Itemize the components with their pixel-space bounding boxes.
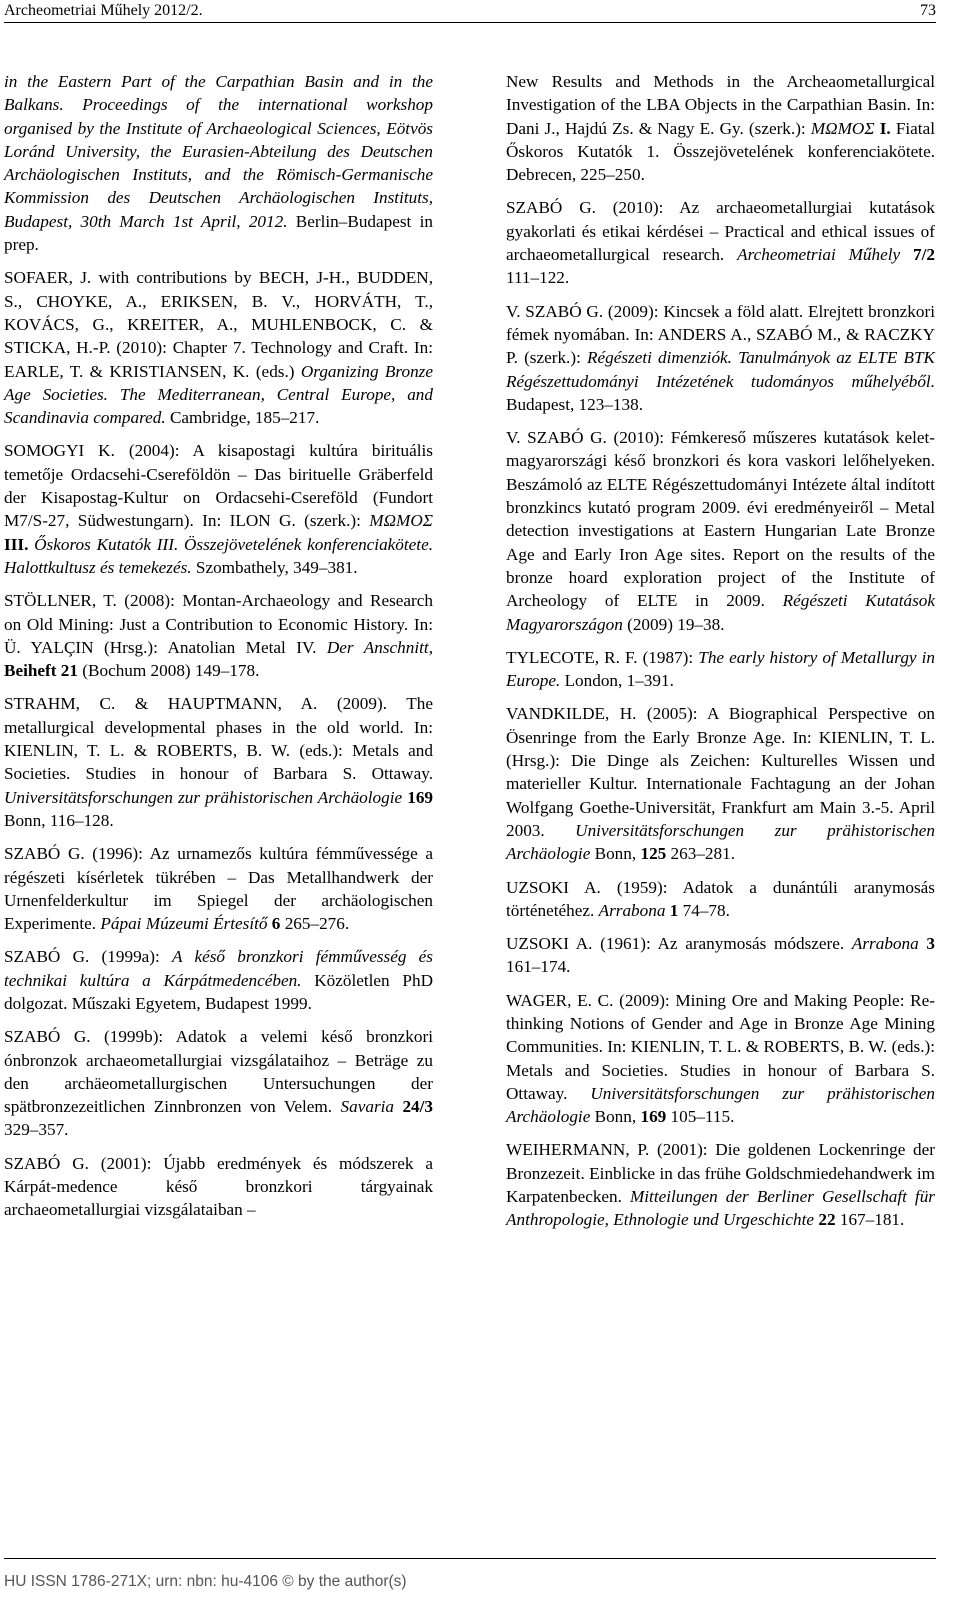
reference-text: Közöletlen PhD dolgozat. Műszaki Egyetem, Budapest 1999. (4, 970, 433, 1013)
reference-entry (506, 989, 935, 1129)
reference-text: Bonn, (590, 844, 641, 864)
reference-text: SOMOGYI K. (2004): A kisapostagi kultúra birituális temetője Ordacsehi-Csereföldön – Das birituelle Gräberfeld der Kisapostag-Kultur on Ordacsehi-Csereföld (Fundort M7/S-27, Südwestungarn). In: ILON G. (szerk.): (4, 441, 433, 531)
page-header (4, 0, 936, 23)
reference-text: The early history of Metallurgy in Europe. (506, 647, 936, 691)
page-footer (4, 1558, 936, 1599)
reference-entry (506, 196, 935, 289)
reference-text: A késő bronzkori fémművesség és technikai kultúra a Kárpátmedencében. (4, 947, 433, 990)
reference-entry (4, 945, 433, 1015)
references-column-left (4, 70, 433, 1232)
reference-text: ΜΩΜΟΣ (810, 118, 875, 138)
reference-text (900, 245, 913, 264)
reference-text: Bonn, (590, 1107, 641, 1127)
references-column-right (506, 70, 935, 1242)
reference-text: Universitätsforschungen zur prähistorischen Archäologie (506, 1083, 935, 1127)
reference-entry (506, 876, 935, 923)
reference-text: Archeometriai Műhely (737, 245, 901, 265)
reference-entry (506, 1138, 935, 1231)
reference-text: STÖLLNER, T. (2008): Montan-Archaeology and Research on Old Mining: Just a Contribution to Economic History. In: Ü. YALÇIN (Hrsg.): Anatolian Metal IV. (4, 591, 433, 657)
reference-entry (4, 842, 433, 935)
reference-text: Organizing Bronze Age Societies. The Mediterranean, Central Europe, and Scandinavia compared. (4, 361, 433, 428)
reference-text: V. SZABÓ G. (2010): Fémkereső műszeres kutatások kelet-magyarországi késő bronzkori és kora vaskori lelőhelyeken. Beszámoló az ELTE Régészettudományi Intézete által indított bronzkincs kutató program 2009. évi eredményeiről – Metal detection investigations at Eastern Hungarian Late Bronze Age and Early Iron Age sites. Report on the results of the bronze hoard exploration project of the Institute of Archeology of ELTE in 2009. (506, 428, 935, 611)
reference-text: 3 (926, 934, 935, 954)
reference-text: SOFAER, J. with contributions by BECH, J-H., BUDDEN, S., CHOYKE, A., ERIKSEN, B. V., HORVÁTH, T., KOVÁCS, G., KREITER, A., MUHLENBOCK, C. & STICKA, H.-P. (2010): Chapter 7. Technology and Craft. In: EARLE, T. & KRISTIANSEN, K. (eds.) (4, 268, 433, 381)
reference-text: TYLECOTE, R. F. (1987): (506, 647, 699, 667)
reference-text: 6 (271, 914, 281, 934)
reference-entry (4, 70, 433, 256)
reference-text: 169 (407, 787, 434, 807)
reference-entry (4, 1025, 433, 1141)
reference-text: 125 (640, 844, 667, 864)
reference-text: WEIHERMANN, P. (2001): Die goldenen Lockenringe der Bronzezeit. Einblicke in das frühe Goldschmiedehandwerk im Karpatenbecken. (506, 1140, 935, 1207)
reference-text: 74–78. (678, 900, 730, 920)
reference-text: VANDKILDE, H. (2005): A Biographical Perspective on Ösenringe from the Early Bronze Age. In: KIENLIN, T. L. (Hrsg.): Die Dinge als Zeichen: Kulturelles Wissen und materieller Kultur. Internationale Fachtagung an der Johan Wolfgang Goethe-Universität, Frankfurt am Main 3.-5. April 2003. (506, 704, 935, 840)
reference-entry (4, 589, 433, 682)
reference-text: V. SZABÓ G. (2009): Kincsek a föld alatt. Elrejtett bronzkori fémek nyomában. In: ANDERS A., SZABÓ M., & RACZKY P. (szerk.): (506, 301, 935, 368)
page-number: 73 (920, 2, 936, 19)
reference-text: 329–357. (4, 1120, 69, 1140)
reference-entry (4, 266, 433, 429)
reference-text: Szombathely, 349–381. (191, 557, 358, 577)
reference-text: SZABÓ G. (1996): Az urnamezős kultúra fémművessége a régészeti kísérletek tükrében – Das Metallhandwerk der Urnenfelderkultur im Spiegel der archäologischen Experimente. (4, 844, 433, 934)
reference-entry (506, 70, 935, 186)
reference-text: 265–276. (280, 914, 350, 934)
reference-text: 24/3 (402, 1097, 434, 1117)
reference-text: Universitätsforschungen zur prähistorischen Archäologie (506, 820, 935, 864)
reference-entry (506, 702, 935, 865)
reference-text: Savaria (340, 1097, 394, 1117)
reference-text: 1 (669, 900, 679, 920)
reference-text: 167–181. (835, 1210, 905, 1230)
reference-text: SZABÓ G. (2001): Újabb eredmények és módszerek a Kárpát-medence késő bronzkori tárgyainak archaeometallurgiai vizsgálataiban – (4, 1153, 433, 1220)
reference-text: Arrabona (598, 900, 666, 920)
reference-text: Őskoros Kutatók III. Összejövetelének konferenciakötete. Halottkultusz és temekezés. (4, 534, 433, 577)
reference-text: 161–174. (506, 957, 571, 977)
reference-text: SZABÓ G. (1999a): (4, 947, 173, 967)
reference-entry (506, 646, 935, 693)
reference-text: STRAHM, C. & HAUPTMANN, A. (2009). The metallurgical developmental phases in the old world. In: KIENLIN, T. L. & ROBERTS, B. W. (eds.): Metals and Societies. Studies in honour of Barbara S. Ottaway. (4, 694, 433, 784)
reference-entry (506, 426, 935, 636)
issn-footer: HU ISSN 1786-271X; urn: nbn: hu-4106 © by the author(s) (4, 1573, 407, 1590)
reference-text: Universitätsforschungen zur prähistorischen Archäologie (4, 787, 403, 807)
reference-text: , (428, 637, 433, 657)
reference-text: I. (874, 118, 891, 138)
reference-text: 263–281. (666, 844, 735, 864)
reference-text: Berlin–Budapest in prep. (4, 211, 433, 255)
reference-text: 7/2 (913, 245, 936, 265)
reference-text: Régészeti Kutatások Magyarországon (506, 591, 935, 634)
reference-text: SZABÓ G. (2010): Az archaeometallurgiai kutatások gyakorlati és etikai kérdései – Practical and ethical issues of archaeometallurgical research. (506, 198, 935, 265)
reference-text: Fiatal Őskoros Kutatók 1. Összejövetelének konferenciakötete. Debrecen, 225–250. (506, 118, 935, 185)
reference-text: UZSOKI A. (1959): Adatok a dunántúli aranymosás történetéhez. (506, 877, 935, 920)
reference-text: 111–122. (506, 268, 570, 288)
reference-text: (2009) 19–38. (622, 614, 725, 634)
reference-text: WAGER, E. C. (2009): Mining Ore and Making People: Re-thinking Notions of Gender and Age in Bronze Age Mining Communities. In: KIENLIN, T. L. & ROBERTS, B. W. (eds.): Metals and Societies. Studies in honour of Barbara S. Ottaway. (506, 990, 935, 1103)
reference-text: 105–115. (666, 1107, 735, 1127)
reference-text: Arrabona (851, 934, 919, 954)
reference-text: Bonn, 116–128. (4, 810, 114, 830)
reference-text: in the Eastern Part of the Carpathian Basin and in the Balkans. Proceedings of the international workshop organised by the Institute of Archaeological Sciences, Eötvös Loránd University, the Eurasien-Abteilung des Deutschen Archäologischen Instituts, and the Römisch-Germanische Kommission des Deutschen Archäologischen Instituts, Budapest, 30th March 1st April, 2012. (4, 72, 433, 231)
reference-text: Régészeti dimenziók. Tanulmányok az ELTE BTK Régészettudományi Intézetének tudományos műhelyéből. (506, 348, 935, 391)
reference-text: III. (4, 534, 29, 554)
reference-text: 22 (818, 1210, 836, 1230)
reference-text: (Bochum 2008) 149–178. (78, 661, 260, 681)
journal-title: Archeometriai Műhely 2012/2. (4, 2, 203, 19)
reference-entry (4, 1152, 433, 1222)
reference-text: London, 1–391. (560, 671, 674, 691)
reference-text: Der Anschnitt (326, 637, 429, 657)
reference-entry (506, 300, 935, 416)
reference-text: Pápai Múzeumi Értesítő (100, 914, 268, 934)
reference-entry (506, 932, 935, 979)
reference-text: Beiheft 21 (4, 661, 78, 681)
reference-text: New Results and Methods in the Archeaometallurgical Investigation of the LBA Objects in the Carpathian Basin. In: Dani J., Hajdú Zs. & Nagy E. Gy. (szerk.): (506, 72, 935, 138)
reference-text: ΜΩΜΟΣ (369, 511, 433, 531)
reference-entry (4, 692, 433, 832)
reference-text: Cambridge, 185–217. (165, 408, 320, 428)
reference-text: 169 (640, 1107, 667, 1127)
reference-text: Budapest, 123–138. (506, 394, 644, 414)
reference-text: SZABÓ G. (1999b): Adatok a velemi késő bronzkori ónbronzok archaeometallurgiai vizsgálataihoz – Beträge zu den archäeometallurgischen Untersuchungen der spätbronzezeitlichen Zinnbronzen von Velem. (4, 1027, 433, 1117)
reference-text: Mitteilungen der Berliner Gesellschaft für Anthropologie, Ethnologie und Urgeschichte (506, 1187, 935, 1230)
reference-entry (4, 439, 433, 579)
reference-text: UZSOKI A. (1961): Az aranymosás módszere. (506, 934, 852, 954)
